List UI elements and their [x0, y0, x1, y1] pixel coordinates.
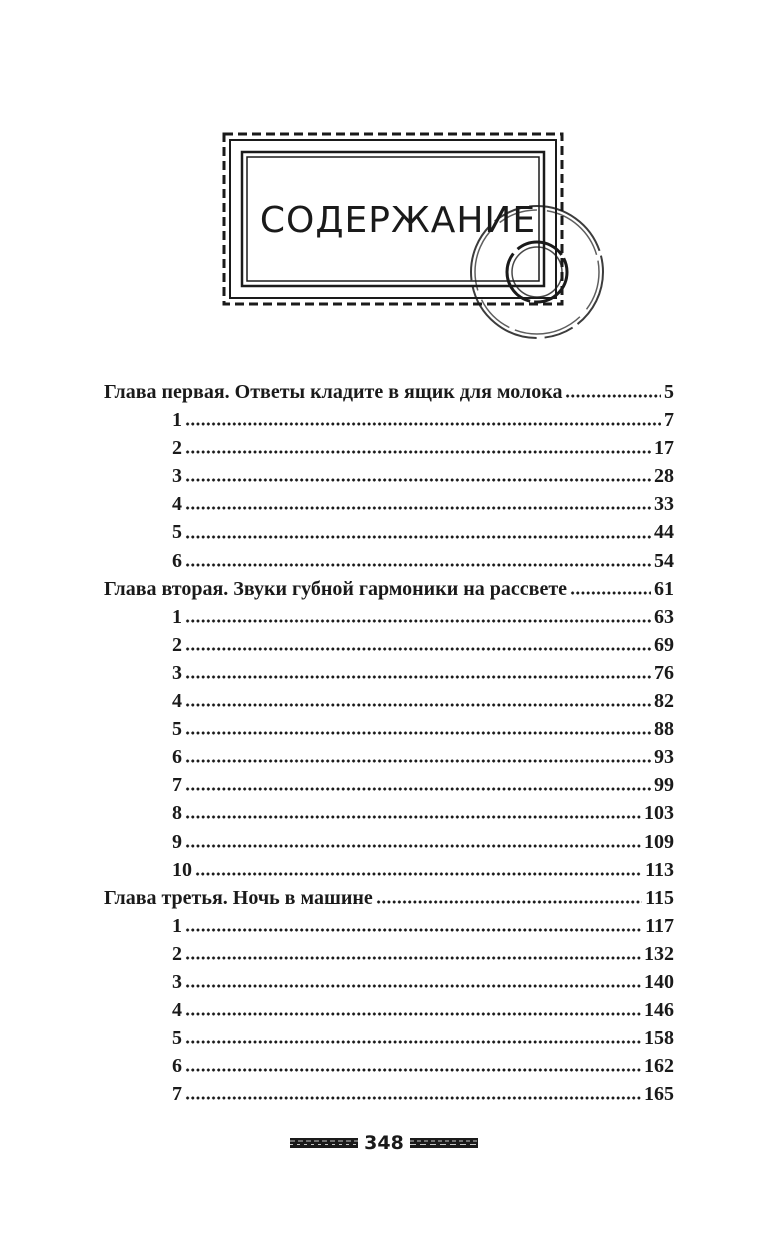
dot-leader [185, 674, 651, 680]
dot-leader [185, 1011, 641, 1017]
dot-leader [185, 421, 661, 427]
toc-entry-label: 4 [172, 493, 182, 516]
toc-entry-label: 3 [172, 970, 182, 993]
toc-entry-label: 4 [172, 999, 182, 1022]
toc-entry-label: 1 [172, 409, 182, 432]
toc-entry-page: 82 [654, 690, 674, 713]
dot-leader [185, 955, 641, 961]
toc-entry-label: 10 [172, 858, 192, 881]
toc-subentry [104, 715, 674, 743]
toc-subentry [104, 631, 674, 659]
toc-entry-label: 2 [172, 942, 182, 965]
toc-entry-label: 5 [172, 521, 182, 544]
toc-entry-page: 158 [644, 1027, 674, 1050]
toc-entry-label: Глава третья. Ночь в машине [104, 886, 373, 909]
toc-subentry [104, 687, 674, 715]
toc-entry-page: 88 [654, 718, 674, 741]
dot-leader [570, 590, 651, 596]
toc-entry-page: 76 [654, 661, 674, 684]
toc-subentry [104, 1080, 674, 1108]
dot-leader [185, 983, 641, 989]
toc-chapter-entry [104, 575, 674, 603]
page-title: СОДЕРЖАНИЕ [259, 200, 537, 241]
toc-entry-page: 17 [654, 437, 674, 460]
toc-subentry [104, 547, 674, 575]
dot-leader [185, 646, 651, 652]
toc-subentry [104, 940, 674, 968]
toc-subentry [104, 799, 674, 827]
dot-leader [185, 702, 651, 708]
dot-leader [185, 786, 651, 792]
dot-leader [185, 843, 641, 849]
toc-entry-label: 3 [172, 465, 182, 488]
toc-entry-label: 2 [172, 633, 182, 656]
toc-entry-label: 4 [172, 690, 182, 713]
toc-entry-page: 63 [654, 605, 674, 628]
toc-entry-page: 117 [645, 914, 674, 937]
toc-entry-page: 5 [664, 381, 674, 403]
toc-subentry [104, 771, 674, 799]
toc-entry-label: 7 [172, 1083, 182, 1106]
dot-leader [185, 814, 641, 820]
toc-entry-label: 1 [172, 605, 182, 628]
toc-entry-label: 6 [172, 746, 182, 769]
hatched-bar-right-icon [410, 1138, 478, 1148]
toc-subentry [104, 462, 674, 490]
toc-subentry [104, 603, 674, 631]
dot-leader [185, 1067, 641, 1073]
toc-subentry [104, 968, 674, 996]
toc-entry-page: 28 [654, 465, 674, 488]
toc-entry-page: 165 [644, 1083, 674, 1106]
toc-entry-page: 115 [645, 886, 674, 909]
toc-subentry [104, 518, 674, 546]
toc-entry-page: 140 [644, 970, 674, 993]
toc-chapter-entry [104, 884, 674, 912]
postage-stamp-icon [210, 122, 610, 362]
toc-entry-label: Глава первая. Ответы кладите в ящик для молока [104, 381, 563, 403]
toc-entry-label: 5 [172, 718, 182, 741]
toc-subentry [104, 1024, 674, 1052]
dot-leader [185, 758, 651, 764]
toc-subentry [104, 490, 674, 518]
hatched-bar-left-icon [290, 1138, 358, 1148]
toc-subentry [104, 406, 674, 434]
toc-entry-label: 9 [172, 830, 182, 853]
dot-leader [185, 505, 651, 511]
dot-leader [185, 562, 651, 568]
toc-entry-page: 103 [644, 802, 674, 825]
toc-subentry [104, 434, 674, 462]
toc-entry-page: 7 [664, 409, 674, 432]
table-of-contents [104, 378, 674, 1108]
toc-entry-label: 6 [172, 549, 182, 572]
toc-subentry [104, 856, 674, 884]
toc-entry-label: 7 [172, 774, 182, 797]
toc-entry-page: 33 [654, 493, 674, 516]
toc-entry-label: 3 [172, 661, 182, 684]
postage-stamp [210, 122, 610, 362]
page-footer [0, 1128, 768, 1158]
dot-leader [195, 871, 642, 877]
dot-leader [185, 449, 651, 455]
toc-entry-label: 5 [172, 1027, 182, 1050]
toc-entry-label: Глава вторая. Звуки губной гармоники на рассвете [104, 577, 568, 600]
toc-entry-page: 93 [654, 746, 674, 769]
dot-leader [185, 1039, 641, 1045]
toc-entry-label: 8 [172, 802, 182, 825]
toc-entry-page: 132 [644, 942, 674, 965]
dot-leader [185, 730, 651, 736]
dot-leader [185, 1095, 641, 1101]
toc-entry-page: 99 [654, 774, 674, 797]
toc-entry-page: 109 [644, 830, 674, 853]
toc-entry-page: 69 [654, 633, 674, 656]
dot-leader [376, 899, 642, 905]
dot-leader [185, 477, 651, 483]
toc-entry-page: 54 [654, 549, 674, 572]
toc-subentry [104, 1052, 674, 1080]
toc-chapter-entry [104, 378, 674, 406]
toc-subentry [104, 743, 674, 771]
page-number: 348 [364, 1132, 404, 1154]
toc-entry-label: 6 [172, 1055, 182, 1078]
toc-entry-page: 61 [654, 577, 674, 600]
toc-entry-label: 2 [172, 437, 182, 460]
toc-entry-label: 1 [172, 914, 182, 937]
dot-leader [185, 927, 642, 933]
dot-leader [185, 534, 651, 540]
toc-subentry [104, 912, 674, 940]
toc-entry-page: 44 [654, 521, 674, 544]
toc-subentry [104, 996, 674, 1024]
dot-leader [565, 393, 661, 399]
toc-entry-page: 162 [644, 1055, 674, 1078]
toc-entry-page: 146 [644, 999, 674, 1022]
toc-entry-page: 113 [645, 858, 674, 881]
toc-subentry [104, 659, 674, 687]
toc-subentry [104, 828, 674, 856]
dot-leader [185, 618, 651, 624]
